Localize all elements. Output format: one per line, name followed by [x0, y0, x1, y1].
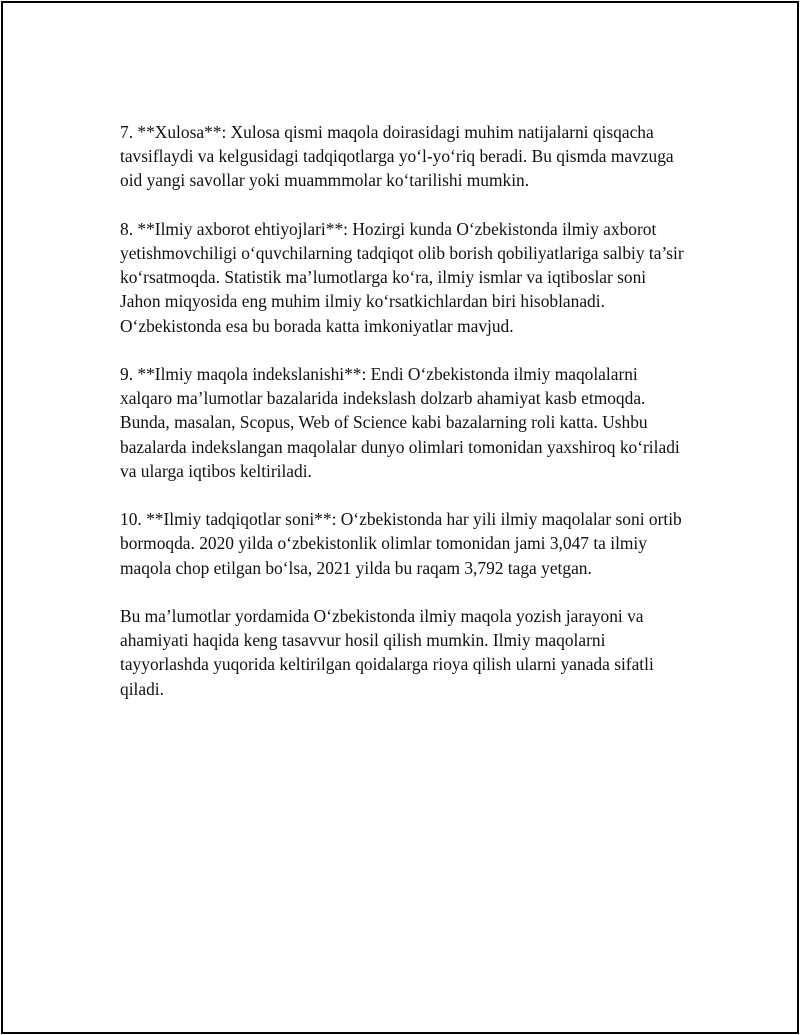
document-page — [1, 1, 799, 1034]
paragraph-indekslanishi: 9. **Ilmiy maqola indekslanishi**: Endi O‘zbekistonda ilmiy maqolalarni xalqaro ma’lumotlar bazalarida indekslash dolzarb ahamiyat kasb etmoqda. Bunda, masalan, Scopus, Web of Science kabi bazalarning roli katta. Ushbu bazalarda indekslangan maqolalar dunyo olimlari tomonidan yaxshiroq ko‘riladi va ularga iqtibos keltiriladi. — [120, 364, 680, 481]
paragraph-ilmiy-axborot: 8. **Ilmiy axborot ehtiyojlari**: Hozirgi kunda O‘zbekistonda ilmiy axborot yetishmovchiligi o‘quvchilarning tadqiqot olib borish qobiliyatlariga salbiy ta’sir ko‘rsatmoqda. Statistik ma’lumotlarga ko‘ra, ilmiy ismlar va iqtiboslar soni Jahon miqyosida eng muhim ilmiy ko‘rsatkichlardan biri hisoblanadi. O‘zbekistonda esa bu borada katta imkoniyatlar mavjud. — [120, 218, 684, 336]
paragraph-conclusion: Bu ma’lumotlar yordamida O‘zbekistonda ilmiy maqola yozish jarayoni va ahamiyati haqida keng tasavvur hosil qilish mumkin. Ilmiy maqolarni tayyorlashda yuqorida keltirilgan qoidalarga rioya qilish ularni yanada sifatli qiladi. — [120, 606, 654, 699]
paragraph-tadqiqotlar-soni: 10. **Ilmiy tadqiqotlar soni**: O‘zbekistonda har yili ilmiy maqolalar soni ortib bormoqda. 2020 yilda o‘zbekistonlik olimlar tomonidan jami 3,047 ta ilmiy maqola chop etilgan bo‘lsa, 2021 yilda bu raqam 3,792 taga yetgan. — [120, 509, 682, 578]
paragraph-xulosa: 7. **Xulosa**: Xulosa qismi maqola doirasidagi muhim natijalarni qisqacha tavsiflaydi va kelgusidagi tadqiqotlarga yo‘l-yo‘riq beradi. Bu qismda mavzuga oid yangi savollar yoki muammmolar ko‘tarilishi mumkin. — [120, 122, 674, 191]
document-body — [120, 120, 688, 701]
